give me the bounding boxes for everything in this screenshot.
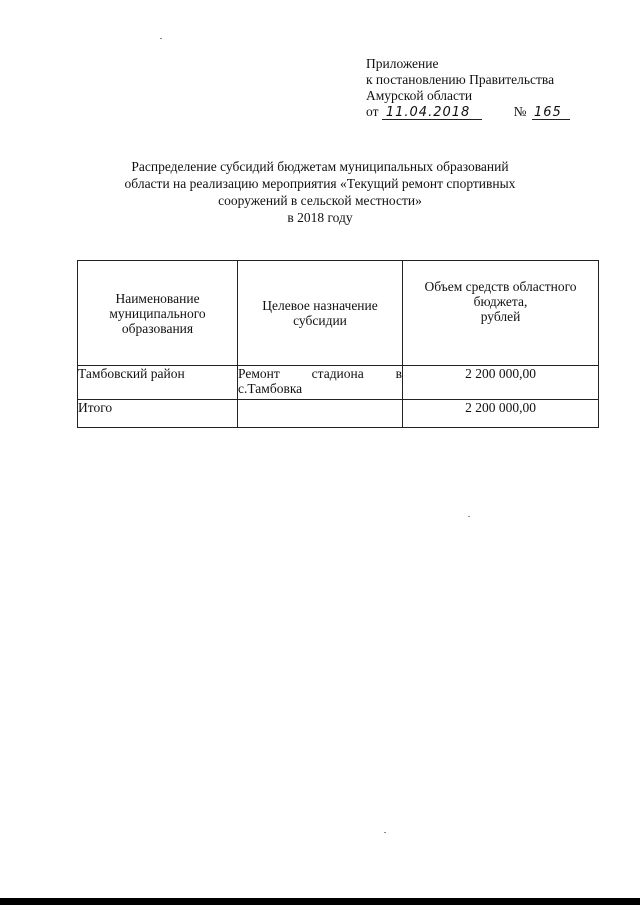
date-prefix: от bbox=[366, 104, 379, 119]
appendix-date-number-line bbox=[366, 104, 562, 122]
total-label: Итого bbox=[78, 400, 238, 428]
total-amount: 2 200 000,00 bbox=[403, 400, 599, 428]
appendix-line-1: Приложение bbox=[366, 56, 439, 71]
number-underline bbox=[532, 119, 570, 120]
header-municipality bbox=[78, 261, 238, 366]
row-purpose bbox=[238, 366, 403, 400]
appendix-line-2: к постановлению Правительства bbox=[366, 72, 555, 87]
number-prefix: № bbox=[513, 104, 527, 119]
scan-speck bbox=[468, 516, 470, 517]
purpose-word-3: в bbox=[395, 366, 402, 381]
header-purpose bbox=[238, 261, 403, 366]
row-purpose-line-2: с.Тамбовка bbox=[238, 381, 303, 396]
header-col1-line-3: образования bbox=[121, 320, 194, 336]
header-col3-line-3: рублей bbox=[480, 309, 521, 324]
table-total-row bbox=[78, 400, 599, 428]
title-line-4: в 2018 году bbox=[287, 210, 353, 225]
header-col2-line-2: субсидии bbox=[293, 313, 347, 328]
appendix-block bbox=[366, 56, 562, 122]
handwritten-number: 165 bbox=[533, 105, 562, 120]
date-underline bbox=[382, 119, 482, 120]
purpose-word-2: стадиона bbox=[311, 366, 364, 381]
header-col3-line-1: Объем средств областного bbox=[424, 279, 577, 294]
table-header-row bbox=[78, 261, 599, 366]
document-title bbox=[110, 158, 530, 226]
row-municipality: Тамбовский район bbox=[78, 366, 238, 400]
header-col3-line-2: бюджета, bbox=[473, 294, 528, 309]
scan-bottom-edge bbox=[0, 898, 640, 905]
title-line-3: сооружений в сельской местности» bbox=[218, 193, 422, 208]
total-purpose bbox=[238, 400, 403, 428]
scan-speck bbox=[160, 38, 162, 39]
table-row bbox=[78, 366, 599, 400]
row-amount: 2 200 000,00 bbox=[403, 366, 599, 400]
scan-speck bbox=[384, 832, 386, 833]
title-line-1: Распределение субсидий бюджетам муниципальных образований bbox=[131, 159, 509, 174]
header-col1-line-2: муниципального bbox=[109, 305, 206, 321]
header-col2-line-1: Целевое назначение bbox=[262, 298, 378, 313]
subsidy-table bbox=[77, 260, 599, 428]
appendix-line-3: Амурской области bbox=[366, 88, 473, 103]
purpose-word-1: Ремонт bbox=[238, 366, 280, 381]
row-purpose-line-1 bbox=[238, 366, 402, 381]
header-col1-line-1: Наименование bbox=[115, 290, 200, 306]
handwritten-date: 11.04.2018 bbox=[385, 105, 471, 120]
title-line-2: области на реализацию мероприятия «Текущий ремонт спортивных bbox=[124, 176, 516, 191]
header-amount bbox=[403, 261, 599, 366]
